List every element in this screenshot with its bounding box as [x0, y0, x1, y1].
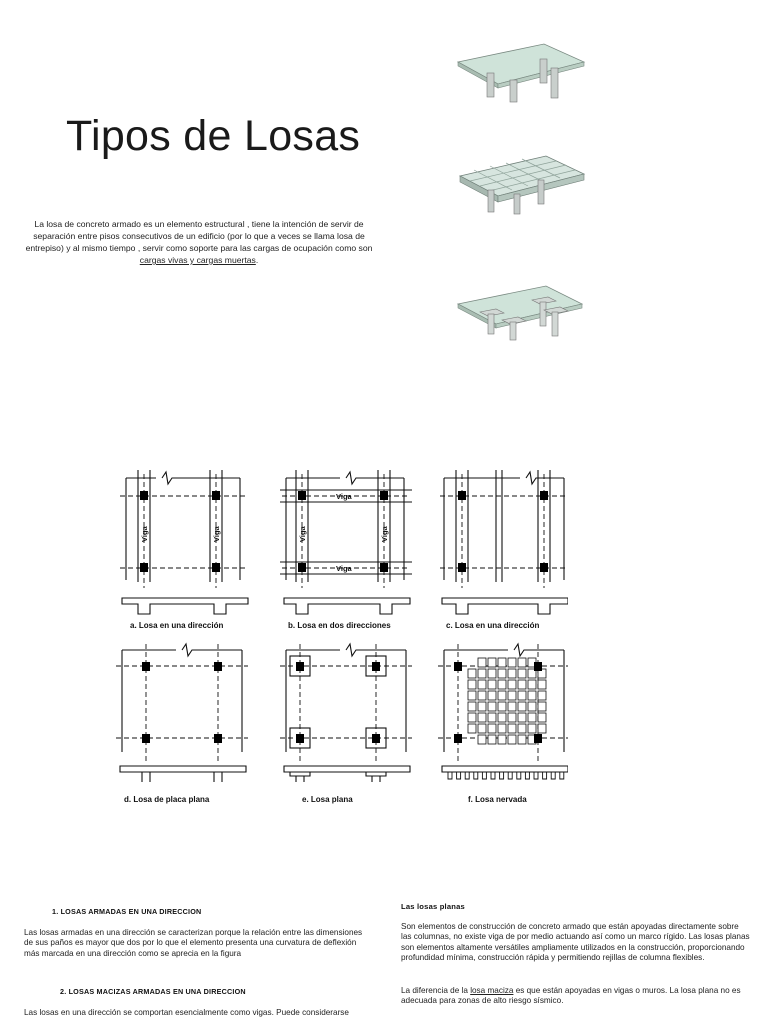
waffle-cell	[478, 702, 486, 711]
intro-end: .	[255, 255, 259, 265]
caption-a: a. Losa en una dirección	[130, 621, 224, 630]
waffle-cell	[468, 724, 476, 733]
rib	[560, 772, 564, 779]
waffle-cell	[518, 658, 526, 667]
waffle-cell	[488, 735, 496, 744]
waffle-cell	[538, 713, 546, 722]
waffle-cell	[508, 691, 516, 700]
page-title: Tipos de Losas	[66, 112, 361, 160]
waffle-cell	[528, 680, 536, 689]
waffle-cell	[468, 691, 476, 700]
waffle-cell	[518, 724, 526, 733]
rib	[525, 772, 529, 779]
waffle-cell	[518, 691, 526, 700]
waffle-slab-illustration	[460, 156, 584, 214]
caption-d: d. Losa de placa plana	[124, 795, 210, 804]
waffle-cell	[498, 680, 506, 689]
section-1-text: Las losas armadas en una dirección se caracterizan porque la relación entre las dimensiones de sus paños es mayor que dos por lo que el elemento presenta una curvatura de deflexión más marcada en una dirección como se aprecia en la figura	[24, 928, 363, 958]
losas-planas-heading: Las losas planas	[401, 902, 465, 911]
waffle-cell	[478, 680, 486, 689]
section-2-text: Las losas en una dirección se comportan esencialmente como vigas. Puede considerarse	[24, 1008, 349, 1017]
slab-illustrations	[452, 40, 592, 360]
waffle-cell	[508, 724, 516, 733]
waffle-cell	[468, 669, 476, 678]
waffle-cell	[508, 702, 516, 711]
waffle-cell	[508, 735, 516, 744]
panel-c	[440, 470, 568, 630]
caption-f: f. Losa nervada	[468, 795, 527, 804]
panel-b	[280, 470, 412, 630]
rib	[448, 772, 452, 779]
caption-e: e. Losa plana	[302, 795, 353, 804]
waffle-cell	[518, 702, 526, 711]
waffle-cell	[488, 691, 496, 700]
waffle-cell	[508, 669, 516, 678]
waffle-cell	[508, 658, 516, 667]
waffle-cell	[528, 724, 536, 733]
intro-text: La losa de concreto armado es un elemento estructural , tiene la intención de servir de separación entre pisos consecutivos de un edificio (por lo que a veces se llama losa de entrepiso) y al mismo tiempo , servir como soporte para las cargas de ocupación como son	[25, 219, 373, 253]
section-1-heading: 1. LOSAS ARMADAS EN UNA DIRECCION	[52, 907, 202, 916]
slab-types-figure	[116, 470, 568, 806]
rib	[500, 772, 504, 779]
rib	[517, 772, 521, 779]
waffle-cell	[498, 702, 506, 711]
rib	[457, 772, 461, 779]
waffle-cell	[528, 702, 536, 711]
panel-d	[116, 644, 248, 804]
waffle-cell	[518, 735, 526, 744]
viga-label: Viga	[380, 526, 389, 542]
viga-label: Viga	[336, 564, 352, 573]
waffle-cell	[478, 691, 486, 700]
waffle-cell	[518, 669, 526, 678]
waffle-cell	[538, 691, 546, 700]
intro-paragraph	[14, 218, 384, 266]
rib	[465, 772, 469, 779]
waffle-cell	[468, 680, 476, 689]
losas-planas-paragraph-2	[401, 986, 751, 1007]
waffle-cell	[538, 680, 546, 689]
rib	[534, 772, 538, 779]
waffle-cell	[488, 669, 496, 678]
waffle-cell	[518, 680, 526, 689]
panel-a	[120, 470, 248, 630]
viga-label: Viga	[212, 526, 221, 542]
panel-e	[280, 644, 412, 804]
waffle-cell	[488, 658, 496, 667]
caption-b: b. Losa en dos direcciones	[288, 621, 391, 630]
waffle-cell	[478, 735, 486, 744]
para2-end: es que están apoyadas en vigas o muros. La losa plana no es adecuada para zonas de alto riesgo sísmico.	[401, 986, 741, 1006]
waffle-cell	[538, 702, 546, 711]
waffle-cell	[478, 669, 486, 678]
waffle-cell	[538, 724, 546, 733]
cargas-link[interactable]: cargas vivas y cargas muertas	[139, 255, 256, 265]
rib	[482, 772, 486, 779]
waffle-cell	[478, 724, 486, 733]
waffle-cell	[528, 713, 536, 722]
waffle-cell	[498, 713, 506, 722]
waffle-cell	[488, 724, 496, 733]
waffle-cell	[468, 702, 476, 711]
waffle-cell	[488, 680, 496, 689]
rib	[543, 772, 547, 779]
viga-label: Viga	[336, 492, 352, 501]
losa-maciza-link[interactable]: losa maciza	[470, 986, 514, 995]
viga-label: Viga	[140, 526, 149, 542]
panel-f	[438, 644, 568, 804]
waffle-cell	[468, 713, 476, 722]
drop-panel-slab-illustration	[458, 286, 582, 340]
waffle-cell	[488, 713, 496, 722]
caption-c: c. Losa en una dirección	[446, 621, 540, 630]
waffle-cell	[488, 702, 496, 711]
waffle-cell	[528, 691, 536, 700]
rib	[474, 772, 478, 779]
section-2-heading: 2. LOSAS MACIZAS ARMADAS EN UNA DIRECCION	[60, 987, 246, 996]
waffle-cell	[478, 713, 486, 722]
waffle-cell	[498, 658, 506, 667]
waffle-cell	[498, 669, 506, 678]
waffle-cell	[498, 724, 506, 733]
waffle-cell	[498, 735, 506, 744]
waffle-cell	[498, 691, 506, 700]
viga-label: Viga	[298, 526, 307, 542]
waffle-cell	[508, 680, 516, 689]
losas-planas-paragraph-1: Son elementos de construcción de concreto armado que están apoyadas directamente sobre las columnas, no existe viga de por medio actuando así como un marco rígido. Las losas planas son elementos altamente versátiles ampliamente utilizados en la construcción, proporcionando profundidad mínima, construcción rápida y permitiendo rejillas de columna flexibles.	[401, 922, 750, 963]
rib	[551, 772, 555, 779]
waffle-cell	[508, 713, 516, 722]
waffle-cell	[478, 658, 486, 667]
rib	[508, 772, 512, 779]
waffle-cell	[518, 713, 526, 722]
flat-slab-illustration	[458, 44, 584, 102]
para2-text: La diferencia de la	[401, 986, 471, 995]
slab-ribs	[448, 772, 564, 779]
rib	[491, 772, 495, 779]
